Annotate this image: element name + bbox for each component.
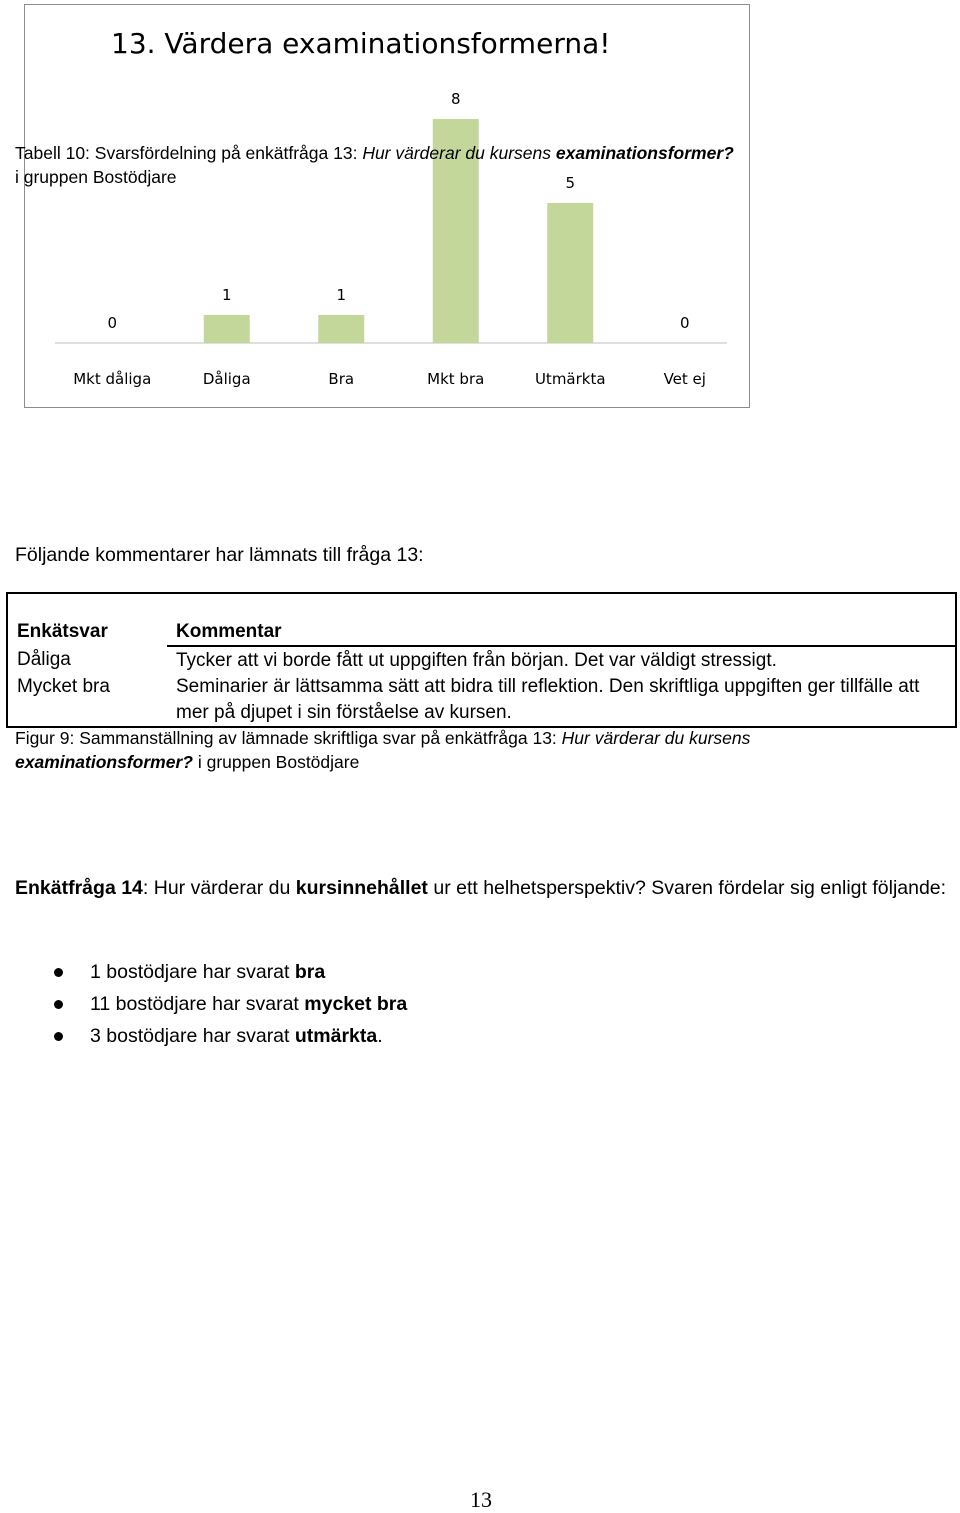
data-label: 0 <box>679 314 690 332</box>
comments-intro: Följande kommentarer har lämnats till fråga 13: <box>15 544 424 566</box>
answer-value: bra <box>294 961 326 983</box>
bar-2 <box>204 315 250 343</box>
bar-chart <box>24 4 750 408</box>
data-label: 8 <box>450 90 461 108</box>
question-14-text: : Hur värderar du <box>142 877 296 899</box>
data-label: 1 <box>221 286 232 304</box>
bullet-icon <box>54 968 63 977</box>
category-label: Utmärkta <box>534 370 606 388</box>
answer-text: 1 bostödjare har svarat <box>90 961 295 983</box>
chart-title: 13. Värdera examinationsformerna! <box>111 27 611 60</box>
category-label: Mkt dåliga <box>73 370 152 388</box>
list-item <box>52 1020 407 1052</box>
question-14-emph: kursinnehållet <box>295 877 428 899</box>
bullet-icon <box>54 1032 63 1041</box>
category-label: Dåliga <box>202 370 251 388</box>
data-label: 0 <box>107 314 118 332</box>
table-caption-question: Hur värderar du kursens <box>362 143 556 163</box>
comments-table <box>6 592 957 728</box>
figure-caption-question: Hur värderar du kursens <box>561 728 751 748</box>
figure-caption-emph: examinationsformer? <box>15 752 193 772</box>
data-label: 5 <box>565 174 576 192</box>
answer-text: 11 bostödjare har svarat <box>90 993 305 1015</box>
answers-list <box>52 956 407 1052</box>
figure-caption-prefix: Figur 9: Sammanställning av lämnade skriftliga svar på enkätfråga 13: <box>15 728 562 748</box>
answer-value: utmärkta <box>294 1025 378 1047</box>
question-14-text-end: ur ett helhetsperspektiv? Svaren fördelar sig enligt följande: <box>427 877 947 899</box>
row-comment: Tycker att vi borde fått ut uppgiften från början. Det var väldigt stressigt. <box>167 646 956 674</box>
data-label: 1 <box>336 286 347 304</box>
question-14-label: Enkätfråga 14 <box>15 877 143 899</box>
figure-caption-suffix: i gruppen Bostödjare <box>192 752 360 772</box>
header-enkatsvar: Enkätsvar <box>7 593 167 646</box>
table-caption-emph: examinationsformer? <box>555 143 734 163</box>
category-label: Bra <box>328 370 355 388</box>
bar-3 <box>318 315 364 343</box>
table-row <box>7 674 956 727</box>
bullet-icon <box>54 1000 63 1009</box>
question-14-paragraph <box>15 873 955 904</box>
answer-value: mycket bra <box>304 993 408 1015</box>
figure-caption <box>15 728 750 749</box>
answer-text: 3 bostödjare har svarat <box>90 1025 295 1047</box>
category-label: Mkt bra <box>427 370 485 388</box>
table-caption <box>15 143 734 164</box>
chart-canvas <box>25 5 751 409</box>
answer-end: . <box>377 1025 383 1047</box>
row-answer: Dåliga <box>7 646 167 674</box>
list-item <box>52 988 407 1020</box>
category-label: Vet ej <box>663 370 706 388</box>
figure-caption-line2 <box>15 752 359 773</box>
bar-5 <box>547 203 593 343</box>
page-number: 13 <box>470 1487 492 1512</box>
table-header-row <box>7 593 956 646</box>
row-answer: Mycket bra <box>7 674 167 727</box>
list-item <box>52 956 407 988</box>
table-caption-prefix: Tabell 10: Svarsfördelning på enkätfråga 13: <box>15 143 363 163</box>
row-comment: Seminarier är lättsamma sätt att bidra till reflektion. Den skriftliga uppgiften ger tillfälle att mer på djupet i sin förståelse av kursen. <box>167 674 956 727</box>
table-caption-line2: i gruppen Bostödjare <box>15 167 177 187</box>
table-row <box>7 646 956 674</box>
header-kommentar: Kommentar <box>167 593 956 646</box>
